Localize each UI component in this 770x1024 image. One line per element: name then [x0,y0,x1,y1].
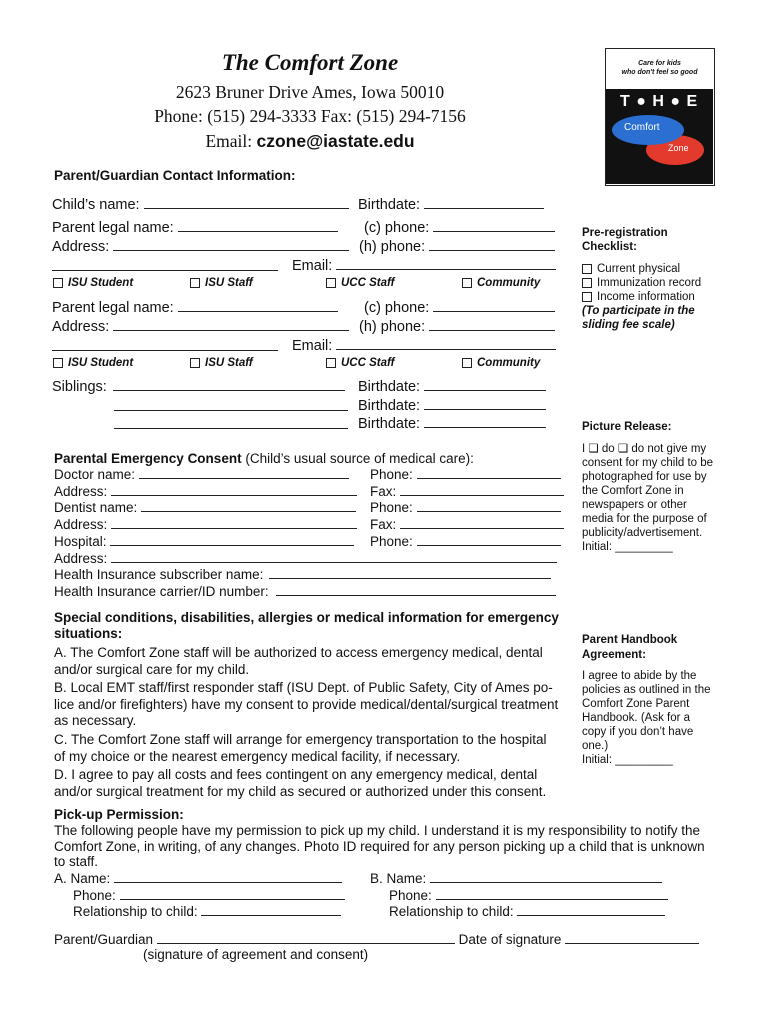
insurance-carrier-field[interactable] [276,583,556,596]
hospital-field[interactable] [110,533,354,546]
c-phone-label: (c) phone: [364,300,430,316]
insurance-subscriber-label: Health Insurance subscriber name: [54,567,264,583]
pickup-person-a [54,870,345,920]
pickup-b-phone-row [370,887,668,904]
picture-release-text [582,442,742,554]
special-heading-1: Special conditions, disabilities, allergies or medical information for emergency [54,610,559,625]
emergency-heading-bold: Parental Emergency Consent [54,451,242,466]
pickup-b-name-field[interactable] [430,870,662,883]
phone-label: Phone: [389,887,432,903]
dentist-phone-row [370,499,564,516]
logo-comfort-text: Comfort [624,122,660,133]
pickup-a-relationship-field[interactable] [201,903,341,916]
checkbox-icon[interactable] [190,358,200,368]
term-a-line-2: and/or surgical care for my child. [54,661,250,677]
sibling2-birthdate-field[interactable] [424,397,546,410]
insurance-subscriber-row [54,566,557,583]
picture-release-line: media for the purpose of [582,513,707,525]
sibling1-birthdate-row [358,378,546,395]
parent2-option-community[interactable] [462,357,540,369]
term-b-line-2: lice and/or firefighters) have my consent to provide medical/dental/surgical treatment [54,696,559,712]
phone-fax-line: Phone: (515) 294-3333 Fax: (515) 294-7156 [154,106,466,126]
checkbox-icon[interactable] [582,292,592,302]
emergency-right-column [370,466,564,550]
parent-legal-name-label: Parent legal name: [52,300,174,316]
doctor-field[interactable] [139,466,349,479]
emergency-heading-rest: (Child’s usual source of medical care): [241,451,474,466]
insurance-carrier-label: Health Insurance carrier/ID number: [54,583,269,599]
parent2-hphone-row [359,318,555,335]
birthdate-label: Birthdate: [358,379,421,395]
parent2-option-isu-student[interactable] [53,357,133,369]
parent1-option-community[interactable] [462,277,540,289]
parent1-address-row [52,238,349,255]
checklist-note-2: sliding fee scale) [582,319,675,331]
picture-release-line[interactable]: I ❏ do ❏ do not give my [582,443,707,455]
email-value[interactable]: czone@iastate.edu [256,131,415,151]
dentist-address-field[interactable] [111,516,357,529]
parent2-cphone-field[interactable] [433,299,555,312]
logo-zone-text: Zone [668,143,689,153]
parent2-cphone-row [364,299,555,316]
pickup-a-relationship-row [54,903,345,920]
address-label: Address: [52,319,110,335]
checkbox-icon[interactable] [582,278,592,288]
parent2-option-ucc-staff[interactable] [326,357,394,369]
pickup-a-name-field[interactable] [114,870,342,883]
term-b-line-1: B. Local EMT staff/first responder staff (ISU Dept. of Public Safety, City of Ames po- [54,680,553,696]
dentist-field[interactable] [141,499,356,512]
picture-release-line: photographed for use by [582,471,707,483]
checklist-item[interactable] [582,290,742,304]
h-phone-label: (h) phone: [359,319,426,335]
emergency-heading [54,451,474,466]
handbook-line: copy if you don’t have [582,726,694,738]
hospital-address-field[interactable] [111,550,557,563]
checklist-note-1: (To participate in the [582,305,695,317]
option-label: UCC Staff [341,357,395,369]
relationship-label: Relationship to child: [389,904,514,920]
logo-the: T ● H ● E [620,93,699,110]
logo-tagline-2: who don't feel so good [621,69,698,76]
parent2-address-field[interactable] [113,318,349,331]
pickup-person-b [370,870,668,920]
date-of-signature-field[interactable] [565,931,699,944]
special-heading-2: situations: [54,626,123,641]
option-label: ISU Student [68,277,134,289]
doctor-fax-field[interactable] [400,483,564,496]
birthdate-label: Birthdate: [358,416,421,432]
picture-release-line: publicity/advertisement. [582,527,703,539]
parent1-hphone-field[interactable] [429,238,555,251]
term-d-line-2: and/or surgical treatment for my child as secured or authorized under this consent. [54,783,547,799]
doctor-fax-row [370,483,564,500]
checklist-heading-1: Pre-registration [582,227,668,239]
checkbox-icon[interactable] [326,278,336,288]
parent1-email-field[interactable] [336,257,556,270]
checklist-item-label: Current physical [597,263,681,275]
checkbox-icon[interactable] [53,278,63,288]
checklist-item[interactable] [582,262,742,276]
parent1-email-row [292,257,556,274]
parent2-name-row [52,299,338,316]
term-a-line-1: A. The Comfort Zone staff will be authorized to access emergency medical, dental [54,645,543,660]
pickup-b-name-row [370,870,668,887]
parent-guardian-label: Parent/Guardian [54,932,154,947]
handbook-heading-1: Parent Handbook [582,634,678,646]
checkbox-icon[interactable] [190,278,200,288]
address-line: 2623 Bruner Drive Ames, Iowa 50010 [175,82,445,102]
sibling2-field[interactable] [114,397,348,411]
handbook-line: one.) [582,740,609,752]
option-label: ISU Staff [205,357,253,369]
sibling1-field[interactable] [113,378,345,391]
logo-tagline [606,49,713,89]
address-label: Address: [54,550,108,566]
dentist-phone-field[interactable] [417,499,561,512]
checkbox-icon[interactable] [462,358,472,368]
comfort-zone-logo [605,48,715,186]
handbook-line: policies as outlined in the [582,684,711,696]
h-phone-label: (h) phone: [359,239,426,255]
parent1-address-line2[interactable] [52,257,278,271]
parent2-address-row [52,318,349,335]
insurance-subscriber-field[interactable] [269,566,551,579]
term-c-line-2: of my choice or the nearest emergency medical facility, if necessary. [54,748,461,764]
signature-caption: (signature of agreement and consent) [143,947,369,962]
hospital-phone-row [370,533,564,550]
checklist-heading [582,226,742,254]
option-label: UCC Staff [341,277,395,289]
checklist-items [582,262,742,332]
checkbox-icon[interactable] [582,264,592,274]
email-label: Email: [292,258,333,274]
special-terms [54,645,558,800]
parent1-option-isu-student[interactable] [53,277,133,289]
handbook-line: Comfort Zone Parent [582,698,690,710]
contact-heading: Parent/Guardian Contact Information: [54,168,296,183]
birthdate-label: Birthdate: [358,398,421,414]
fax-label: Fax: [370,483,397,499]
pickup-a-name-label: A. Name: [54,871,111,886]
term-c-line-1: C. The Comfort Zone staff will arrange for emergency transportation to the hospital [54,731,547,747]
parent2-email-field[interactable] [336,337,556,350]
birthdate-field[interactable] [424,196,544,209]
birthdate-row [358,196,544,213]
option-label: Community [477,357,541,369]
term-d-line-1: D. I agree to pay all costs and fees contingent on any emergency medical, dental [54,767,538,783]
parent-legal-name-label: Parent legal name: [52,220,174,236]
checkbox-icon[interactable] [53,358,63,368]
checkbox-icon[interactable] [462,278,472,288]
parent2-address-line2[interactable] [52,337,278,351]
phone-label: Phone: [370,467,413,482]
hospital-phone-field[interactable] [417,533,561,546]
c-phone-label: (c) phone: [364,220,430,236]
dentist-fax-row [370,516,564,533]
pickup-a-name-row [54,870,345,887]
email-label: Email: [205,131,257,151]
parent2-email-row [292,337,556,354]
pickup-text-line-3: to staff. [54,854,99,870]
birthdate-label: Birthdate: [358,197,421,213]
handbook-heading-2: Agreement: [582,649,646,661]
address-label: Address: [52,239,110,255]
pickup-text-line-1: The following people have my permission to pick up my child. I understand it is my responsibility to notify the [54,823,701,838]
picture-release-line: the Comfort Zone in [582,485,684,497]
phone-label: Phone: [370,533,413,549]
parent1-name-field[interactable] [178,219,338,232]
logo-dark-panel [606,89,713,184]
parent1-cphone-row [364,219,555,236]
doctor-phone-row [370,466,564,483]
picture-release-heading: Picture Release: [582,421,672,433]
parent1-option-ucc-staff[interactable] [326,277,394,289]
siblings-label: Siblings: [52,379,107,395]
checklist-item-label: Income information [597,291,695,303]
date-of-signature-label: Date of signature [458,932,562,947]
sibling3-birthdate-field[interactable] [424,415,546,428]
dentist-label: Dentist name: [54,500,138,516]
parent1-hphone-row [359,238,555,255]
pickup-a-phone-field[interactable] [120,887,345,900]
checklist-item[interactable] [582,276,742,290]
pickup-b-phone-field[interactable] [436,887,668,900]
pickup-b-relationship-field[interactable] [517,903,665,916]
pickup-text-line-2: Comfort Zone, in writing, of any changes. Photo ID required for any person picking up a child that is unknown [54,838,705,854]
picture-release-initial[interactable]: Initial: _________ [582,541,673,553]
fax-label: Fax: [370,517,397,533]
pickup-b-relationship-row [370,903,668,920]
relationship-label: Relationship to child: [73,904,198,920]
siblings-row [52,378,345,395]
sibling3-birthdate-row [358,415,546,432]
handbook-line: Handbook. (Ask for a [582,712,691,724]
option-label: Community [477,277,541,289]
page-title: The Comfort Zone [221,50,399,75]
handbook-initial[interactable]: Initial: _________ [582,754,673,766]
sibling3-field[interactable] [114,415,348,429]
handbook-text [582,669,742,767]
special-heading [54,610,559,642]
hospital-address-row [54,550,557,567]
parent2-option-isu-staff[interactable] [190,357,253,369]
hospital-label: Hospital: [54,533,107,549]
handbook-line: I agree to abide by the [582,670,697,682]
dentist-fax-field[interactable] [400,516,564,529]
doctor-label: Doctor name: [54,467,136,482]
option-label: ISU Staff [205,277,253,289]
parent1-option-isu-staff[interactable] [190,277,253,289]
option-label: ISU Student [68,357,134,369]
logo-tagline-1: Care for kids [638,60,681,67]
child-name-label: Child’s name: [52,197,140,213]
picture-release-line: consent for my child to be [582,457,714,469]
parent2-hphone-field[interactable] [429,318,555,331]
handbook-heading [582,633,742,663]
signature-row [54,931,699,947]
doctor-phone-field[interactable] [417,466,561,479]
parent-signature-field[interactable] [157,931,455,944]
insurance-carrier-row [54,583,557,600]
checklist-heading-2: Checklist: [582,241,637,253]
parent2-name-field[interactable] [178,299,338,312]
sibling1-birthdate-field[interactable] [424,378,546,391]
doctor-address-field[interactable] [111,483,357,496]
pickup-b-name-label: B. Name: [370,871,427,886]
pickup-a-phone-row [54,887,345,904]
email-label: Email: [292,338,333,354]
child-name-row [52,196,349,213]
sibling2-birthdate-row [358,397,546,414]
picture-release-line: newspapers or other [582,499,687,511]
checkbox-icon[interactable] [326,358,336,368]
phone-label: Phone: [73,887,116,903]
address-label: Address: [54,517,108,533]
parent1-name-row [52,219,338,236]
parent1-cphone-field[interactable] [433,219,555,232]
parent1-address-field[interactable] [113,238,349,251]
pickup-heading: Pick-up Permission: [54,807,184,822]
checklist-item-label: Immunization record [597,277,702,289]
pickup-text [54,823,705,870]
address-label: Address: [54,483,108,499]
child-name-field[interactable] [144,196,349,209]
term-b-line-3: as necessary. [54,713,137,729]
phone-label: Phone: [370,500,413,516]
email-line [0,131,620,152]
